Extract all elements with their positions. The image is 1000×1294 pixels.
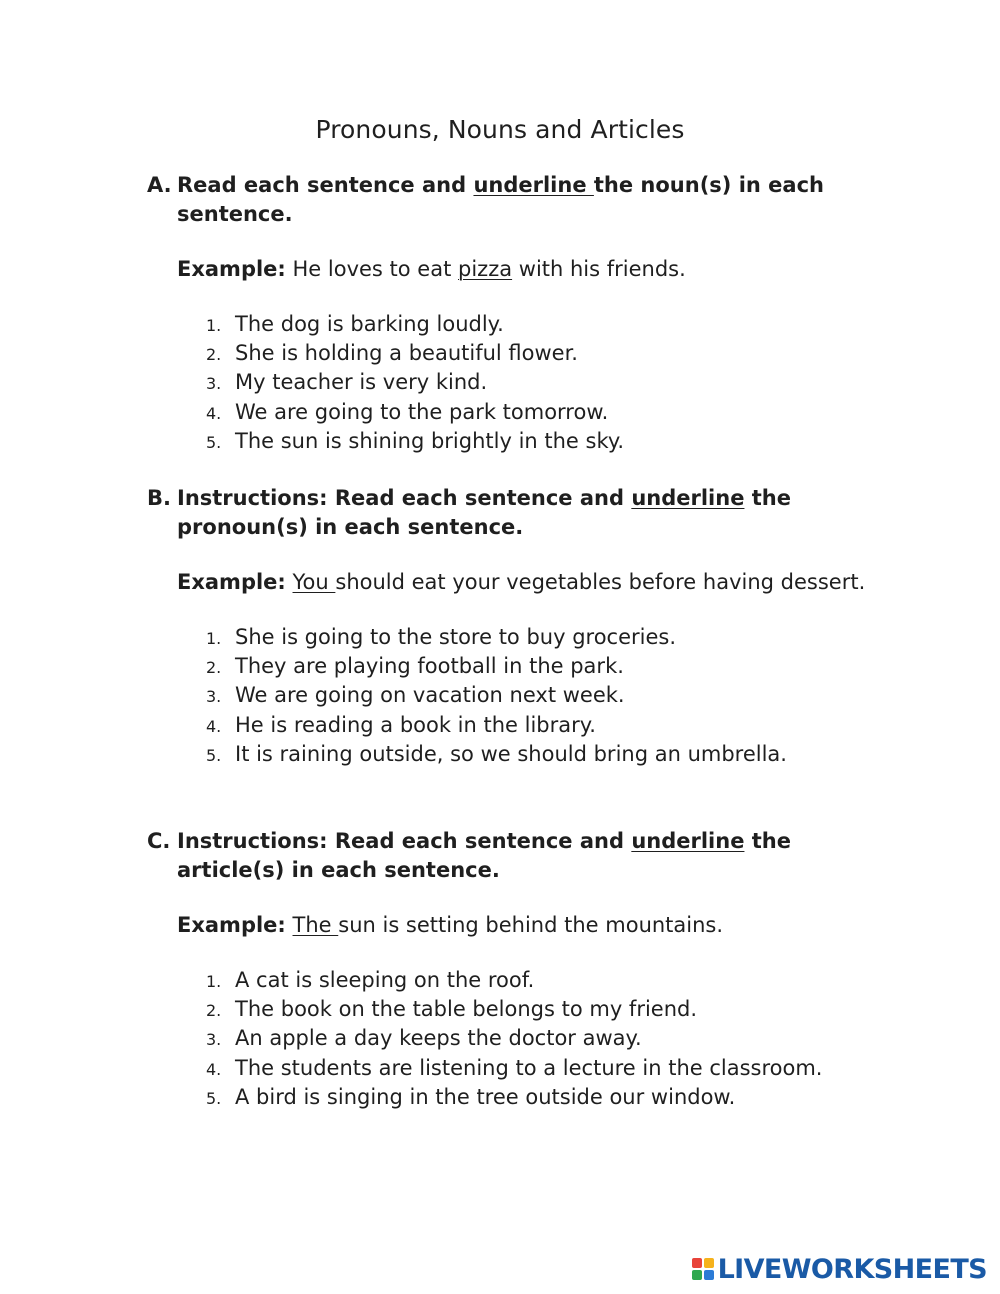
logo-grid-icon: [692, 1258, 714, 1280]
example-label: Example:: [177, 913, 286, 937]
item-text[interactable]: She is going to the store to buy groceries.: [235, 625, 677, 649]
section-letter: B.: [147, 486, 171, 510]
example-label: Example:: [177, 257, 286, 281]
section-instructions: [147, 484, 867, 542]
example-text: [286, 570, 293, 594]
example-underlined-word: You: [292, 570, 336, 594]
example-underlined-word: The: [292, 913, 339, 937]
example-text: He loves to eat: [285, 257, 458, 281]
item-number: 3.: [206, 374, 222, 394]
worksheet-title: Pronouns, Nouns and Articles: [315, 115, 685, 144]
item-text[interactable]: It is raining outside, so we should bring an umbrella.: [235, 741, 787, 766]
list-item[interactable]: [206, 711, 867, 740]
list-item[interactable]: [206, 1024, 867, 1053]
list-item[interactable]: [206, 339, 867, 368]
example-underlined-word: pizza: [458, 257, 513, 281]
instructions-text-end: the article(s) in each sentence.: [177, 829, 791, 882]
item-number: 2.: [206, 345, 222, 365]
item-text[interactable]: She is holding a beautiful flower.: [235, 341, 578, 366]
example-text-end: should eat your vegetables before having dessert.: [335, 570, 866, 594]
list-item[interactable]: [206, 310, 867, 339]
list-item[interactable]: [206, 966, 867, 995]
list-item[interactable]: [206, 740, 867, 769]
item-text[interactable]: We are going to the park tomorrow.: [235, 399, 609, 424]
section-instructions: [147, 827, 867, 885]
list-item[interactable]: [206, 995, 867, 1024]
example-text: [286, 913, 293, 937]
logo-square: [692, 1258, 702, 1268]
item-text[interactable]: My teacher is very kind.: [235, 370, 488, 395]
item-number: 4.: [206, 1059, 222, 1079]
section-letter: C.: [147, 829, 171, 853]
section-b: [147, 484, 867, 769]
sentence-list: [147, 310, 867, 456]
instructions-text: Instructions: Read each sentence and: [177, 486, 632, 510]
item-number: 3.: [206, 1030, 222, 1050]
item-text[interactable]: He is reading a book in the library.: [235, 712, 596, 737]
item-text[interactable]: They are playing football in the park.: [235, 654, 624, 679]
list-item[interactable]: [206, 1083, 867, 1112]
item-number: 2.: [206, 1001, 222, 1021]
item-number: 5.: [206, 432, 222, 452]
section-letter: A.: [147, 173, 172, 197]
item-number: 2.: [206, 658, 222, 678]
list-item[interactable]: [206, 1054, 867, 1083]
item-text[interactable]: The book on the table belongs to my friend.: [235, 997, 698, 1022]
item-number: 1.: [206, 972, 222, 991]
instructions-text: Read each sentence and: [177, 173, 474, 197]
example-sentence: [177, 911, 867, 940]
item-number: 1.: [206, 316, 222, 335]
brand-name: LIVEWORKSHEETS: [717, 1253, 987, 1285]
logo-square: [704, 1258, 714, 1268]
item-text[interactable]: A cat is sleeping on the roof.: [235, 968, 535, 992]
instructions-underlined-text: underline: [631, 486, 745, 510]
example-text-end: sun is setting behind the mountains.: [338, 913, 724, 937]
logo-square: [704, 1270, 714, 1280]
list-item[interactable]: [206, 368, 867, 397]
item-text[interactable]: The students are listening to a lecture in the classroom.: [235, 1055, 823, 1080]
section-instructions: [147, 171, 867, 229]
instructions-text-end: the noun(s) in each sentence.: [177, 173, 824, 226]
item-number: 1.: [206, 629, 222, 648]
list-item[interactable]: [206, 623, 867, 652]
instructions-underlined-text: underline: [631, 829, 745, 853]
list-item[interactable]: [206, 652, 867, 681]
list-item[interactable]: [206, 681, 867, 710]
item-text[interactable]: A bird is singing in the tree outside our window.: [235, 1084, 736, 1109]
example-sentence: [177, 568, 867, 597]
sentence-list: [147, 966, 867, 1112]
item-number: 4.: [206, 716, 222, 736]
instructions-underlined-text: underline: [473, 173, 594, 197]
item-text[interactable]: The sun is shining brightly in the sky.: [235, 428, 624, 453]
section-a: [147, 171, 867, 456]
list-item[interactable]: [206, 427, 867, 456]
section-c: [147, 827, 867, 1112]
example-sentence: [177, 255, 867, 284]
item-number: 3.: [206, 687, 222, 707]
item-number: 5.: [206, 745, 222, 765]
instructions-text-end: the pronoun(s) in each sentence.: [177, 486, 791, 539]
item-text[interactable]: An apple a day keeps the doctor away.: [235, 1026, 642, 1051]
list-item[interactable]: [206, 398, 867, 427]
item-text[interactable]: The dog is barking loudly.: [235, 312, 504, 336]
item-number: 5.: [206, 1088, 222, 1108]
example-label: Example:: [177, 570, 286, 594]
item-number: 4.: [206, 403, 222, 423]
sentence-list: [147, 623, 867, 769]
item-text[interactable]: We are going on vacation next week.: [235, 683, 625, 708]
instructions-text: Instructions: Read each sentence and: [177, 829, 632, 853]
logo-square: [692, 1270, 702, 1280]
example-text-end: with his friends.: [512, 257, 686, 281]
liveworksheets-logo: [692, 1252, 987, 1286]
